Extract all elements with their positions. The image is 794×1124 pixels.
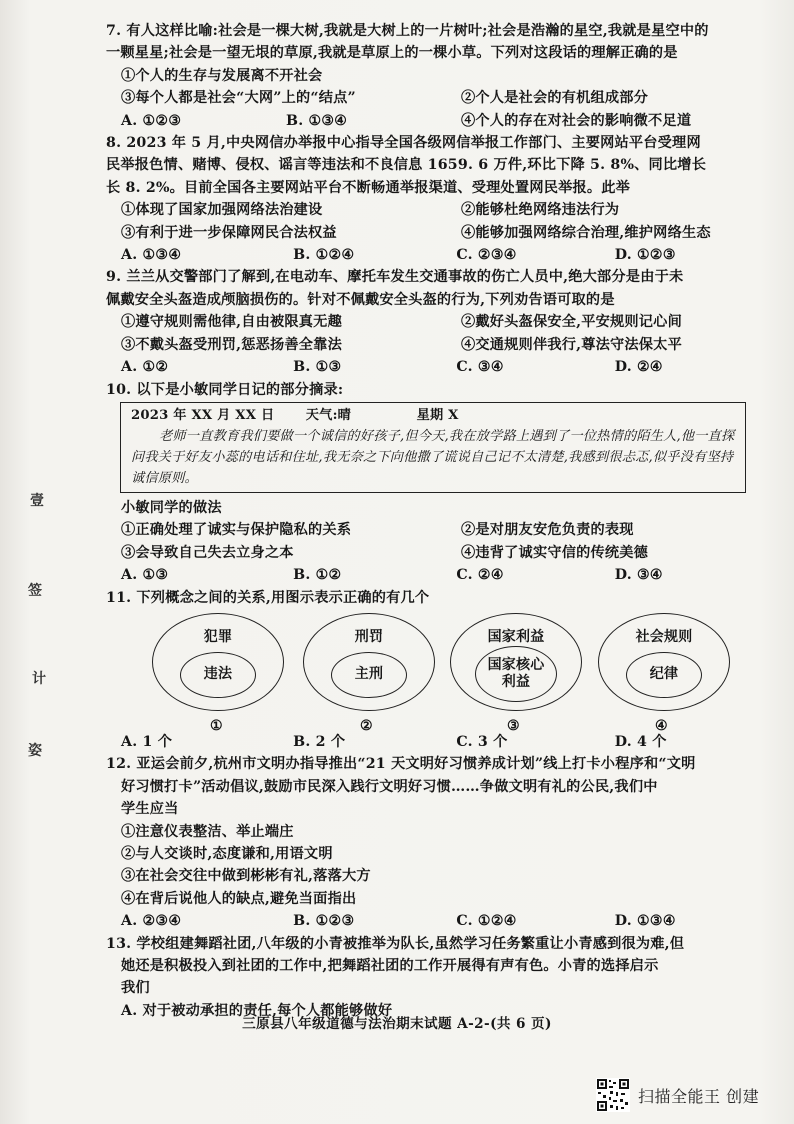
question-stem: 她还是积极投入到社团的工作中,把舞蹈社团的工作开展得有声有色。小青的选择启示 — [121, 958, 659, 974]
choice-a: A. 对于被动承担的责任,每个人都能够做好 — [121, 1002, 393, 1019]
diary-excerpt-box — [120, 402, 746, 493]
question-stem: 长 8. 2%。目前全国各主要网站平台不断畅通举报渠道、受理处置网民举报。此举 — [106, 179, 631, 196]
question-stem: 11. 下列概念之间的关系,用图示表示正确的有几个 — [106, 589, 430, 606]
outer-concept: 社会规则 — [635, 628, 693, 645]
scanner-watermark — [596, 1078, 759, 1112]
choice-b: B. ①②④ — [293, 247, 355, 264]
choice-a: A. ②③④ — [121, 913, 182, 930]
question-stem: 我们 — [121, 980, 150, 997]
inner-concept: 纪律 — [626, 652, 702, 698]
statement-3: ③不戴头盔受刑罚,惩恶扬善全靠法 — [121, 336, 342, 353]
choice-b: B. ①② — [293, 567, 342, 584]
statement-3: ③有利于进一步保障网民合法权益 — [121, 224, 337, 241]
margin-mark: 签 — [28, 583, 42, 599]
question-content — [106, 20, 774, 1022]
scanner-label: 扫描全能王 创建 — [638, 1086, 760, 1106]
statement-2: ②与人交谈时,态度谦和,用语文明 — [121, 845, 333, 862]
diary-date: 2023 年 XX 月 XX 日 — [131, 407, 275, 423]
question-stem: 7. 有人这样比喻:社会是一棵大树,我就是大树上的一片树叶;社会是浩瀚的星空,我就是星空中的 — [106, 23, 709, 39]
statement-1: ①遵守规则需他律,自由被限真无趣 — [121, 314, 342, 331]
margin-mark: 壹 — [30, 493, 44, 509]
statement-4: ④个人的存在对社会的影响微不足道 — [461, 112, 692, 129]
statement-4: ④能够加强网络综合治理,维护网络生态 — [461, 224, 711, 241]
statement-2: ②是对朋友安危负责的表现 — [461, 522, 634, 539]
diary-weekday: 星期 X — [416, 407, 459, 423]
choice-c: C. ③④ — [456, 359, 504, 376]
statement-4: ④在背后说他人的缺点,避免当面指出 — [121, 890, 357, 907]
inner-concept: 国家核心利益 — [475, 646, 557, 702]
margin-mark: 计 — [32, 671, 46, 687]
choice-d: D. ③④ — [614, 567, 663, 584]
question-stem: 一颗星星;社会是一望无垠的草原,我就是草原上的一棵小草。下列对这段话的理解正确的是 — [106, 45, 678, 62]
question-stem: 学生应当 — [121, 801, 179, 818]
venn-diagram-3 — [450, 613, 582, 711]
choice-b: B. ①②③ — [293, 913, 355, 930]
choice-b: B. ①③ — [293, 359, 342, 376]
qr-code-icon — [596, 1078, 630, 1112]
statement-1: ①体现了国家加强网络法治建设 — [121, 202, 323, 219]
outer-concept: 犯罪 — [203, 628, 233, 645]
inner-concept: 违法 — [180, 652, 256, 698]
statement-3: ③在社会交往中做到彬彬有礼,落落大方 — [121, 868, 371, 885]
question-stem: 小敏同学的做法 — [121, 499, 222, 516]
statement-3: ③每个人都是社会“大网”上的“结点” — [121, 90, 356, 107]
choice-c: C. 3 个 — [456, 733, 508, 750]
question-stem: 佩戴安全头盔造成颅脑损伤的。针对不佩戴安全头盔的行为,下列劝告语可取的是 — [106, 291, 615, 308]
statement-2: ②戴好头盔保安全,平安规则记心间 — [461, 314, 682, 331]
statement-4: ④违背了诚实守信的传统美德 — [461, 544, 649, 561]
choice-d: D. ②④ — [614, 359, 663, 376]
venn-diagram-1 — [152, 613, 284, 711]
question-stem: 好习惯打卡”活动倡议,鼓励市民深入践行文明好习惯……争做文明有礼的公民,我们中 — [121, 778, 658, 795]
question-10 — [106, 379, 774, 587]
diagram-label: ② — [360, 717, 373, 734]
outer-concept: 刑罚 — [354, 628, 384, 645]
statement-1: ①注意仪表整洁、举止端庄 — [121, 823, 294, 840]
question-9 — [106, 266, 774, 378]
question-13 — [106, 933, 774, 1023]
statement-2: ②个人是社会的有机组成部分 — [461, 90, 649, 107]
choice-a: A. ①②③ — [121, 112, 182, 129]
choice-d: D. ①③④ — [614, 913, 676, 930]
question-stem: 13. 学校组建舞蹈社团,八年级的小青被推举为队长,虽然学习任务繁重让小青感到很为难,但 — [106, 935, 685, 952]
choice-b: B. ①③④ — [286, 112, 348, 129]
choice-a: A. 1 个 — [121, 733, 173, 750]
choice-a: A. ①③ — [121, 567, 169, 584]
question-stem: 8. 2023 年 5 月,中央网信办举报中心指导全国各级网信举报工作部门、主要网站平台受理网 — [106, 135, 701, 152]
choice-c: C. ①②④ — [456, 913, 517, 930]
margin-mark: 姿 — [28, 743, 42, 759]
diary-body: 老师一直教育我们要做一个诚信的好孩子,但今天,我在放学路上遇到了一位热情的陌生人,他一直探问我关于好友小蕊的电话和住址,我无奈之下向他撒了谎说自己记不太清楚,我感到很忐忑,似乎没有坚持诚信原则。 — [131, 428, 735, 486]
choice-a: A. ①② — [121, 359, 169, 376]
choice-d: D. ①②③ — [614, 247, 676, 264]
venn-diagram-4 — [598, 613, 730, 711]
question-8 — [106, 132, 774, 266]
statement-3: ③会导致自己失去立身之本 — [121, 544, 294, 561]
choice-d: D. 4 个 — [614, 733, 667, 750]
choice-b: B. 2 个 — [293, 733, 346, 750]
choice-c: C. ②③④ — [456, 247, 517, 264]
statement-1: ①正确处理了诚实与保护隐私的关系 — [121, 522, 352, 539]
question-stem: 9. 兰兰从交警部门了解到,在电动车、摩托车发生交通事故的伤亡人员中,绝大部分是由于未 — [106, 269, 684, 286]
outer-concept: 国家利益 — [487, 628, 545, 645]
question-11 — [106, 587, 774, 754]
question-stem: 10. 以下是小敏同学日记的部分摘录: — [106, 381, 344, 398]
venn-diagram-row — [106, 613, 774, 734]
choice-c: C. ②④ — [456, 567, 504, 584]
statement-1: ①个人的生存与发展离不开社会 — [121, 67, 323, 84]
question-12 — [106, 753, 774, 932]
page-footer: 三原县八年级道德与法治期末试题 A-2-(共 6 页) — [242, 1016, 552, 1032]
question-stem: 12. 亚运会前夕,杭州市文明办指导推出“21 天文明好习惯养成计划”线上打卡小程序和“文明 — [106, 756, 696, 773]
diagram-label: ① — [210, 717, 223, 734]
choice-a: A. ①③④ — [121, 247, 182, 264]
question-stem: 民举报色情、赌博、侵权、谣言等违法和不良信息 1659. 6 万件,环比下降 5. 8%、同比增长 — [106, 157, 707, 174]
venn-diagram-2 — [303, 613, 435, 711]
statement-4: ④交通规则伴我行,尊法守法保太平 — [461, 336, 682, 353]
question-7 — [106, 20, 774, 132]
diagram-label: ③ — [507, 717, 520, 734]
diary-weather: 天气:晴 — [305, 407, 352, 423]
diagram-label: ④ — [655, 717, 668, 734]
inner-concept: 主刑 — [331, 652, 407, 698]
statement-2: ②能够杜绝网络违法行为 — [461, 202, 620, 219]
